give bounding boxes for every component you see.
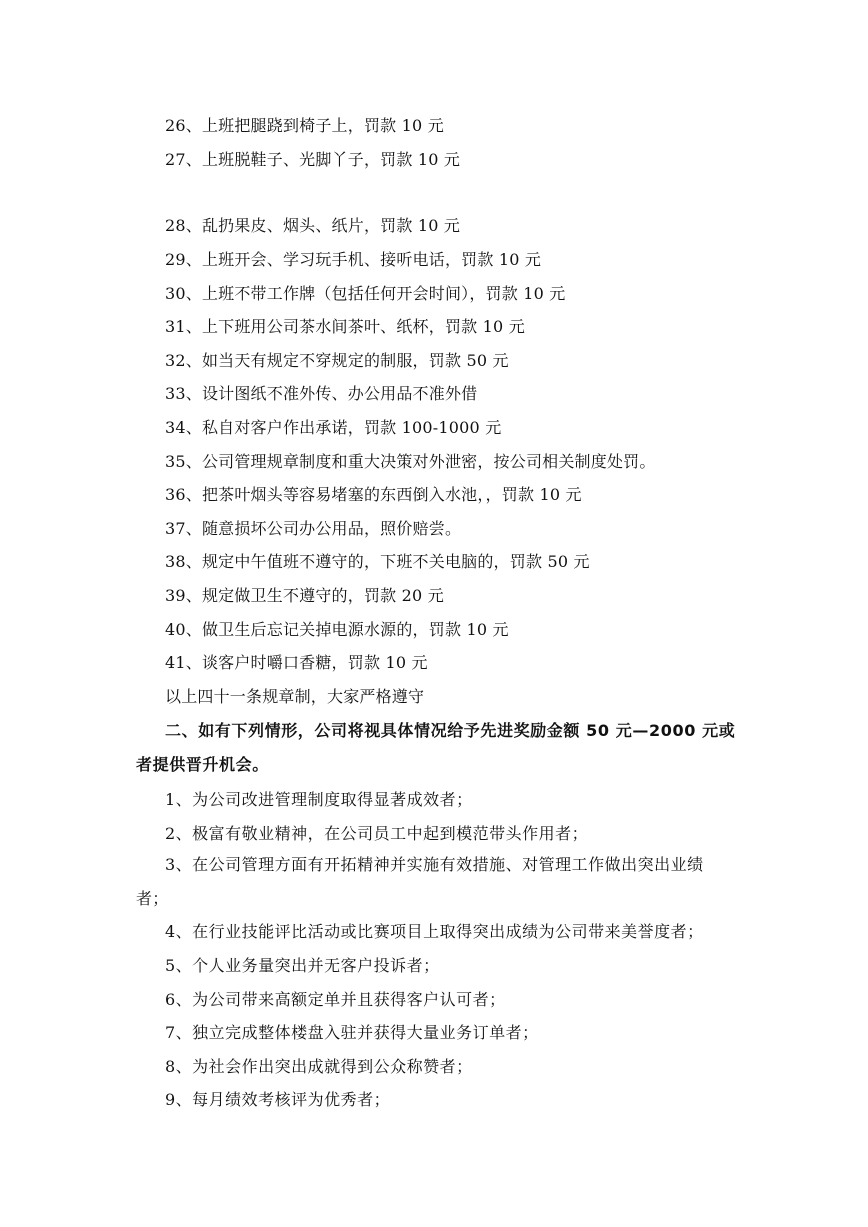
rule-30: 30、上班不带工作牌（包括任何开会时间），罚款 10 元 [165, 284, 566, 303]
rule-37: 37、随意损坏公司办公用品，照价赔尝。 [165, 519, 462, 538]
rule-29: 29、上班开会、学习玩手机、接听电话，罚款 10 元 [165, 250, 542, 269]
reward-9: 9、每月绩效考核评为优秀者； [165, 1090, 391, 1109]
rule-26: 26、上班把腿跷到椅子上，罚款 10 元 [165, 116, 444, 135]
rule-39: 39、规定做卫生不遵守的，罚款 20 元 [165, 586, 444, 605]
reward-4: 4、在行业技能评比活动或比赛项目上取得突出成绩为公司带来美誉度者； [165, 922, 704, 941]
rule-40: 40、做卫生后忘记关掉电源水源的，罚款 10 元 [165, 620, 509, 639]
rule-38: 38、规定中午值班不遵守的，下班不关电脑的，罚款 50 元 [165, 552, 590, 571]
rule-35: 35、公司管理规章制度和重大决策对外泄密，按公司相关制度处罚。 [165, 452, 656, 471]
reward-2: 2、极富有敬业精神，在公司员工中起到模范带头作用者； [165, 824, 589, 843]
reward-7: 7、独立完成整体楼盘入驻并获得大量业务订单者； [165, 1023, 539, 1042]
reward-1: 1、为公司改进管理制度取得显著成效者； [165, 790, 473, 809]
rule-31: 31、上下班用公司茶水间茶叶、纸杯，罚款 10 元 [165, 317, 525, 336]
rule-27: 27、上班脱鞋子、光脚丫子，罚款 10 元 [165, 150, 461, 169]
section-two-heading-cont: 者提供晋升机会。 [136, 755, 269, 774]
rule-36: 36、把茶叶烟头等容易堵塞的东西倒入水池，，罚款 10 元 [165, 485, 582, 504]
reward-3-cont: 者； [136, 889, 169, 908]
reward-6: 6、为公司带来高额定单并且获得客户认可者； [165, 990, 506, 1009]
rule-34: 34、私自对客户作出承诺，罚款 100-1000 元 [165, 418, 502, 437]
section-two-heading: 二、如有下列情形，公司将视具体情况给予先进奖励金额 50 元—2000 元或 [165, 721, 736, 740]
reward-8: 8、为社会作出突出成就得到公众称赞者； [165, 1057, 473, 1076]
rule-33: 33、设计图纸不准外传、办公用品不准外借 [165, 384, 478, 403]
rule-41: 41、谈客户时嚼口香糖，罚款 10 元 [165, 653, 428, 672]
reward-5: 5、个人业务量突出并无客户投诉者； [165, 956, 440, 975]
reward-3: 3、在公司管理方面有开拓精神并实施有效措施、对管理工作做出突出业绩 [165, 855, 704, 874]
rule-28: 28、乱扔果皮、烟头、纸片，罚款 10 元 [165, 216, 461, 235]
rule-32: 32、如当天有规定不穿规定的制服，罚款 50 元 [165, 351, 509, 370]
rules-summary: 以上四十一条规章制，大家严格遵守 [165, 687, 425, 706]
